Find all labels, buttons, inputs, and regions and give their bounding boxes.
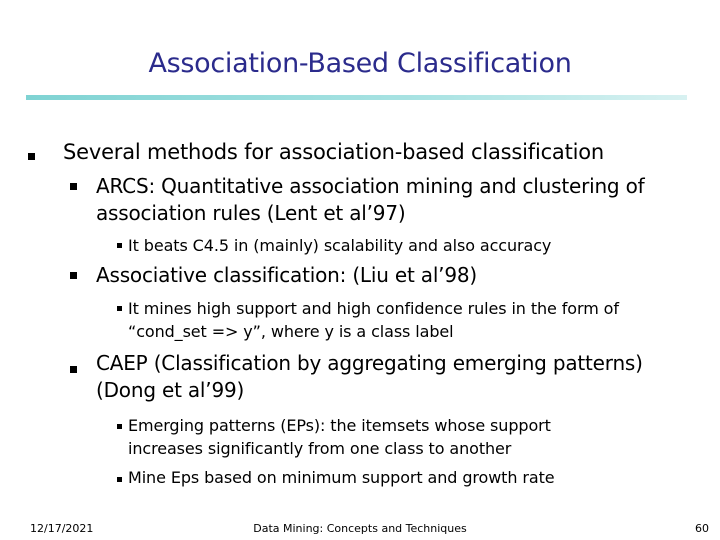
bullet-associative: Associative classification: (Liu et al’98) xyxy=(96,263,477,287)
footer-page-number: 60 xyxy=(695,522,709,535)
footer-date: 12/17/2021 xyxy=(30,522,94,535)
bullet-square-icon xyxy=(117,306,122,311)
bullet-methods: Several methods for association-based classification xyxy=(63,140,605,164)
title-underline xyxy=(26,95,687,100)
bullet-square-icon xyxy=(70,366,77,373)
slide-title: Association-Based Classification xyxy=(148,48,572,79)
bullet-square-icon xyxy=(70,183,77,190)
bullet-caep: CAEP (Classification by aggregating emerging patterns) (Dong et al’99) xyxy=(96,351,643,402)
bullet-square-icon xyxy=(117,477,122,482)
bullet-arcs: ARCS: Quantitative association mining and clustering of association rules (Lent et al’97) xyxy=(96,174,645,225)
bullet-emerging-patterns: Emerging patterns (EPs): the itemsets whose support increases significantly from one class to another xyxy=(128,416,551,458)
bullet-square-icon xyxy=(117,424,122,429)
bullet-square-icon xyxy=(117,243,122,248)
bullet-mine-eps: Mine Eps based on minimum support and growth rate xyxy=(128,468,555,487)
bullet-square-icon xyxy=(28,153,35,160)
footer-title: Data Mining: Concepts and Techniques xyxy=(253,522,467,535)
bullet-c45: It beats C4.5 in (mainly) scalability and also accuracy xyxy=(128,236,552,255)
bullet-square-icon xyxy=(70,272,77,279)
bullet-mines-rules: It mines high support and high confidence rules in the form of “cond_set => y”, where y is a class label xyxy=(128,299,619,341)
